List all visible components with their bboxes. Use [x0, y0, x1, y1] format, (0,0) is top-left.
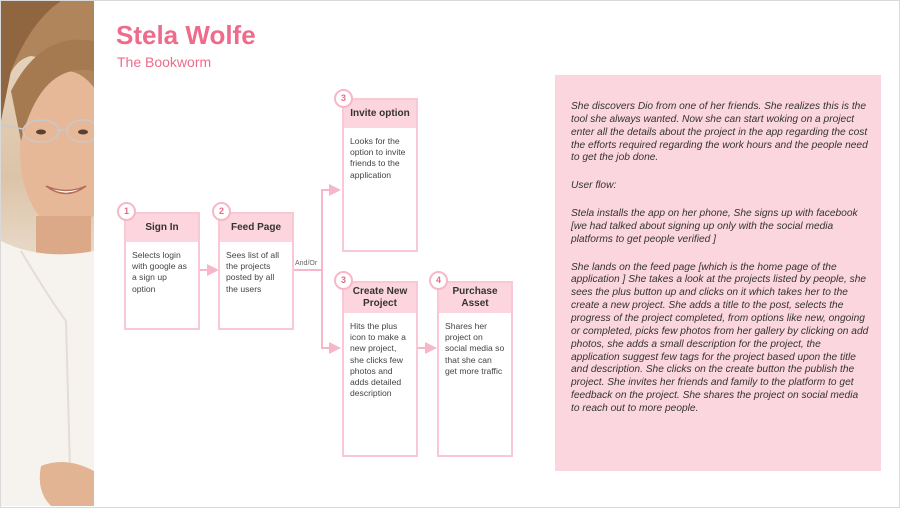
user-story-panel	[555, 75, 881, 471]
step-card-invite-option	[342, 98, 418, 252]
persona-role: The Bookworm	[117, 54, 212, 70]
step-card-purchase-asset	[437, 281, 513, 457]
step-number-badge: 3	[334, 271, 353, 290]
step-title: Feed Page	[220, 214, 292, 242]
step-number-badge: 3	[334, 89, 353, 108]
step-card-feed-page	[218, 212, 294, 330]
step-number-badge: 4	[429, 271, 448, 290]
story-signup: Stela installs the app on her phone, She signs up with facebook	[571, 208, 858, 220]
arrow-to-invite	[322, 190, 337, 270]
step-title: Sign In	[126, 214, 198, 242]
story-signup-note: [we had talked about signing up only with the social media platforms to get people verified ]	[571, 220, 834, 245]
step-title: Create New Project	[344, 283, 416, 313]
step-description: Shares her project on social media so that she can get more traffic	[445, 321, 505, 376]
story-details: She lands on the feed page [which is the home page of the application ] She takes a look at the projects listed by people, she sees the plus button up and clicks on it which takes her to the create a new project. She adds a title to the post, selects the progress of the project completed, from options like new, ongoing or completed, picks few photos from her gallery by clicking on add photos, she adds a small description for the project, the application suggest few tags for the project based upon the title and description. She clicks on the create button the publish the project. She invites her friends and family to the platform to get feedback on the project. She shares the project on social media to reach out to more people.	[571, 261, 869, 414]
user-flow-heading: User flow:	[571, 180, 617, 192]
connector-label: And/Or	[295, 260, 318, 267]
step-description: Sees list of all the projects posted by all the users	[226, 250, 280, 294]
step-description: Selects login with google as a sign up option	[132, 250, 187, 294]
step-card-sign-in	[124, 212, 200, 330]
step-description: Hits the plus icon to make a new project, she clicks few photos and adds detailed description	[350, 321, 406, 399]
step-card-create-new-project	[342, 281, 418, 457]
step-number-badge: 2	[212, 202, 231, 221]
persona-name: Stela Wolfe	[116, 20, 256, 50]
step-title: Invite option	[344, 100, 416, 128]
step-title: Purchase Asset	[439, 283, 511, 313]
story-intro: She discovers Dio from one of her friends. She realizes this is the tool she always wanted. Now she can start woking on a project enter all the details about the project in the app regarding the cost the efforts required regarding the work hours and the people need to get the job done.	[571, 101, 868, 164]
step-number-badge: 1	[117, 202, 136, 221]
step-description: Looks for the option to invite friends to the application	[350, 136, 406, 180]
